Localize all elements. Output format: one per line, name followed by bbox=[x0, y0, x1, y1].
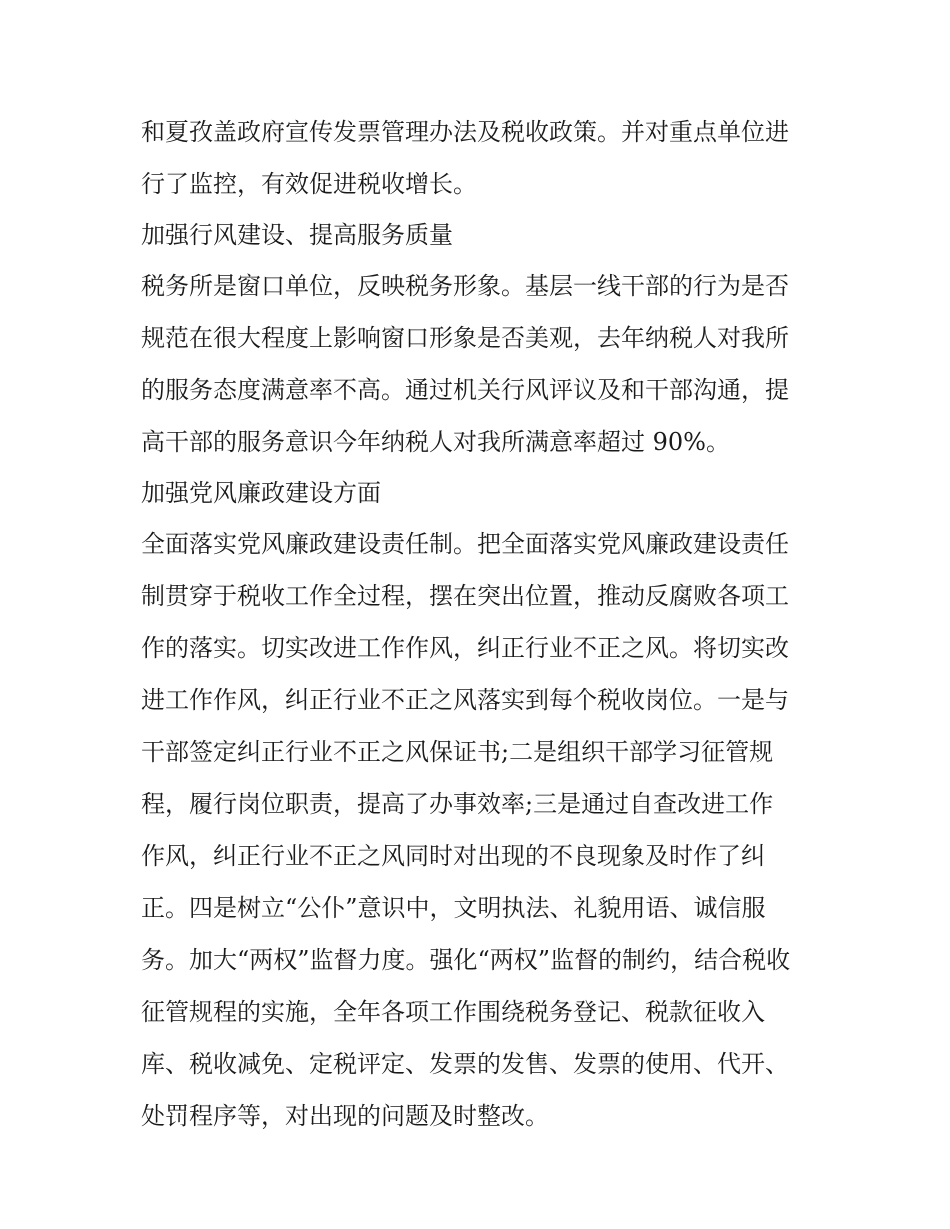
section-heading: 加强行风建设、提高服务质量 bbox=[141, 221, 453, 249]
paragraph-line: 作的落实。切实改进工作作风，纠正行业不正之风。将切实改 bbox=[141, 634, 789, 662]
paragraph-line: 处罚程序等，对出现的问题及时整改。 bbox=[141, 1102, 549, 1130]
paragraph-line: 的服务态度满意率不高。通过机关行风评议及和干部沟通，提 bbox=[141, 376, 789, 404]
paragraph-line: 高干部的服务意识今年纳税人对我所满意率超过 90%。 bbox=[141, 428, 730, 456]
paragraph-line: 行了监控，有效促进税收增长。 bbox=[141, 170, 477, 198]
paragraph-line: 程，履行岗位职责，提高了办事效率;三是通过自查改进工作 bbox=[141, 790, 774, 818]
paragraph-line: 库、税收减免、定税评定、发票的发售、发票的使用、代开、 bbox=[141, 1050, 789, 1078]
paragraph-line: 税务所是窗口单位，反映税务形象。基层一线干部的行为是否 bbox=[141, 272, 789, 300]
paragraph-line: 正。四是树立“公仆”意识中，文明执法、礼貌用语、诚信服 bbox=[141, 894, 766, 922]
paragraph-line: 务。加大“两权”监督力度。强化“两权”监督的制约，结合税收 bbox=[141, 946, 791, 974]
paragraph-line: 全面落实党风廉政建设责任制。把全面落实党风廉政建设责任 bbox=[141, 530, 789, 558]
section-heading: 加强党风廉政建设方面 bbox=[141, 479, 381, 507]
paragraph-line: 规范在很大程度上影响窗口形象是否美观，去年纳税人对我所 bbox=[141, 324, 789, 352]
document-body bbox=[141, 106, 821, 1142]
paragraph-line: 和夏孜盖政府宣传发票管理办法及税收政策。并对重点单位进 bbox=[141, 118, 789, 146]
paragraph-line: 征管规程的实施，全年各项工作围绕税务登记、税款征收入 bbox=[141, 998, 765, 1026]
paragraph-line: 干部签定纠正行业不正之风保证书;二是组织干部学习征管规 bbox=[141, 738, 774, 766]
paragraph-line: 制贯穿于税收工作全过程，摆在突出位置，推动反腐败各项工 bbox=[141, 582, 789, 610]
paragraph-line: 作风，纠正行业不正之风同时对出现的不良现象及时作了纠 bbox=[141, 842, 765, 870]
paragraph-line: 进工作作风，纠正行业不正之风落实到每个税收岗位。一是与 bbox=[141, 686, 789, 714]
